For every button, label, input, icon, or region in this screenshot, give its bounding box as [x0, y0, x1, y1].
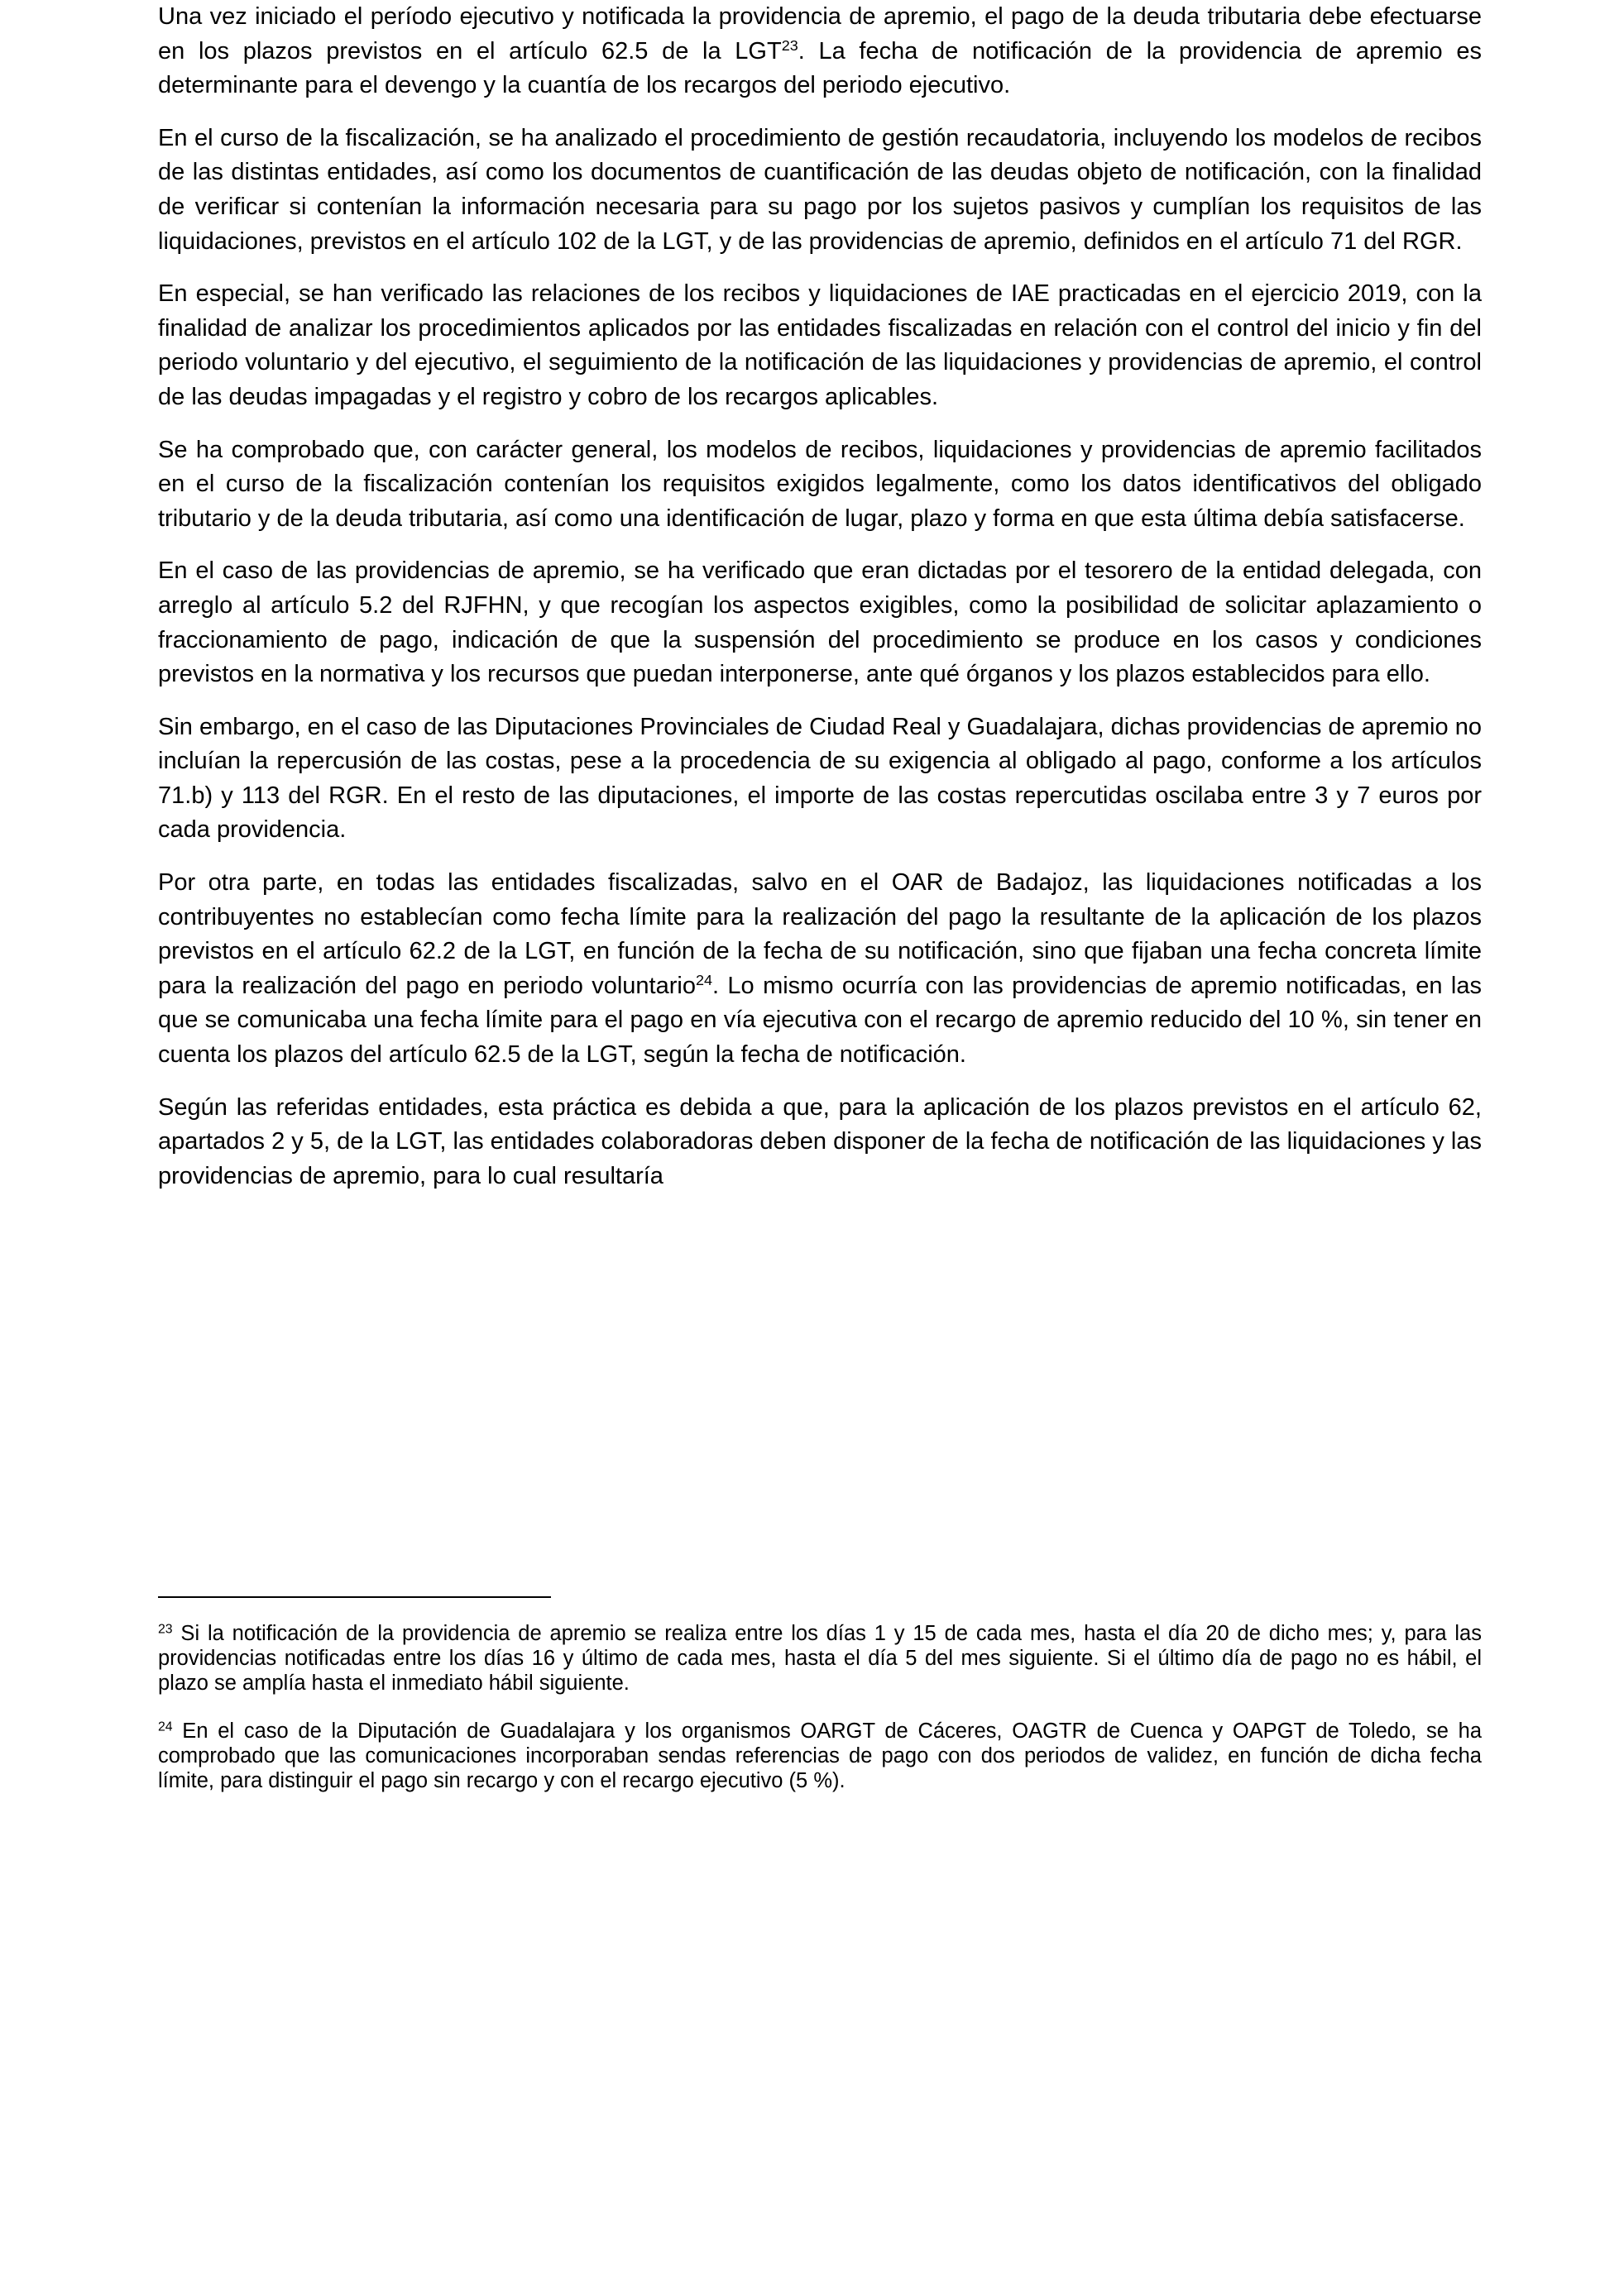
paragraph: [158, 866, 1482, 1073]
paragraph: Se ha comprobado que, con carácter general, los modelos de recibos, liquidaciones y providencias de apremio facilitados en el curso de la fiscalización contenían los requisitos exigidos legalmente, como los datos identificativos del obligado tributario y de la deuda tributaria, así como una identificación de lugar, plazo y forma en que esta última debía satisfacerse.: [158, 436, 1482, 532]
footnote-ref[interactable]: 24: [695, 971, 712, 988]
paragraph-text: . Lo mismo ocurría con las providencias de apremio notificadas, en las que se comunicaba una fecha límite para el pago en vía ejecutiva con el recargo de apremio reducido del 10 %, sin tener en cuenta los plazos del artículo 62.5 de la LGT, según la fecha de notificación.: [158, 972, 1482, 1069]
paragraph: Según las referidas entidades, esta práctica es debida a que, para la aplicación de los plazos previstos en el artículo 62, apartados 2 y 5, de la LGT, las entidades colaboradoras deben disponer de la fecha de notificación de las liquidaciones y las providencias de apremio, para lo cual resultaría: [158, 1093, 1482, 1189]
footnotes: [158, 1621, 1482, 1816]
footnote-separator: [158, 1596, 551, 1598]
footnote-text: En el caso de la Diputación de Guadalajara y los organismos OARGT de Cáceres, OAGTR de Cuenca y OAPGT de Toledo, se ha comprobado que las comunicaciones incorporaban sendas referencias de pago con dos periodos de validez, en función de dicha fecha límite, para distinguir el pago sin recargo y con el recargo ejecutivo (5 %).: [158, 1720, 1482, 1792]
footnote: [158, 1719, 1482, 1793]
paragraph-text: . La fecha de notificación de la providencia de apremio es determinante para el devengo y la cuantía de los recargos del periodo ejecutivo.: [158, 37, 1482, 99]
footnote-number: 24: [158, 1720, 173, 1734]
footnote-ref[interactable]: 23: [781, 36, 798, 54]
paragraph-text: Por otra parte, en todas las entidades fiscalizadas, salvo en el OAR de Badajoz, las liquidaciones notificadas a los contribuyentes no establecían como fecha límite para la realización del pago la resultante de la aplicación de los plazos previstos en el artículo 62.2 de la LGT, en función de la fecha de su notificación, sino que fijaban una fecha concreta límite para la realización del pago en periodo voluntario: [158, 869, 1482, 999]
paragraph: Sin embargo, en el caso de las Diputaciones Provinciales de Ciudad Real y Guadalajara, dichas providencias de apremio no incluían la repercusión de las costas, pese a la procedencia de su exigencia al obligado al pago, conforme a los artículos 71.b) y 113 del RGR. En el resto de las diputaciones, el importe de las costas repercutidas oscilaba entre 3 y 7 euros por cada providencia.: [158, 713, 1482, 844]
footnote-number: 23: [158, 1622, 173, 1637]
footnote: [158, 1621, 1482, 1696]
document-body: [158, 0, 1482, 1212]
paragraph: En el caso de las providencias de apremio, se ha verificado que eran dictadas por el tesorero de la entidad delegada, con arreglo al artículo 5.2 del RJFHN, y que recogían los aspectos exigibles, como la posibilidad de solicitar aplazamiento o fraccionamiento de pago, indicación de que la suspensión del procedimiento se produce en los casos y condiciones previstos en la normativa y los recursos que puedan interponerse, ante qué órganos y los plazos establecidos para ello.: [158, 557, 1482, 688]
footnote-text: Si la notificación de la providencia de apremio se realiza entre los días 1 y 15 de cada mes, hasta el día 20 de dicho mes; y, para las providencias notificadas entre los días 16 y último de cada mes, hasta el día 5 del mes siguiente. Si el último día de pago no es hábil, el plazo se amplía hasta el inmediato hábil siguiente.: [158, 1622, 1482, 1695]
paragraph: [158, 0, 1482, 103]
paragraph: En especial, se han verificado las relaciones de los recibos y liquidaciones de IAE practicadas en el ejercicio 2019, con la finalidad de analizar los procedimientos aplicados por las entidades fiscalizadas en relación con el control del inicio y fin del periodo voluntario y del ejecutivo, el seguimiento de la notificación de las liquidaciones y providencias de apremio, el control de las deudas impagadas y el registro y cobro de los recargos aplicables.: [158, 280, 1482, 410]
paragraph: En el curso de la fiscalización, se ha analizado el procedimiento de gestión recaudatoria, incluyendo los modelos de recibos de las distintas entidades, así como los documentos de cuantificación de las deudas objeto de notificación, con la finalidad de verificar si contenían la información necesaria para su pago por los sujetos pasivos y cumplían los requisitos de las liquidaciones, previstos en el artículo 102 de la LGT, y de las providencias de apremio, definidos en el artículo 71 del RGR.: [158, 124, 1482, 255]
paragraph-text: Una vez iniciado el período ejecutivo y notificada la providencia de apremio, el pago de la deuda tributaria debe efectuarse en los plazos previstos en el artículo 62.5 de la LGT: [158, 3, 1482, 65]
